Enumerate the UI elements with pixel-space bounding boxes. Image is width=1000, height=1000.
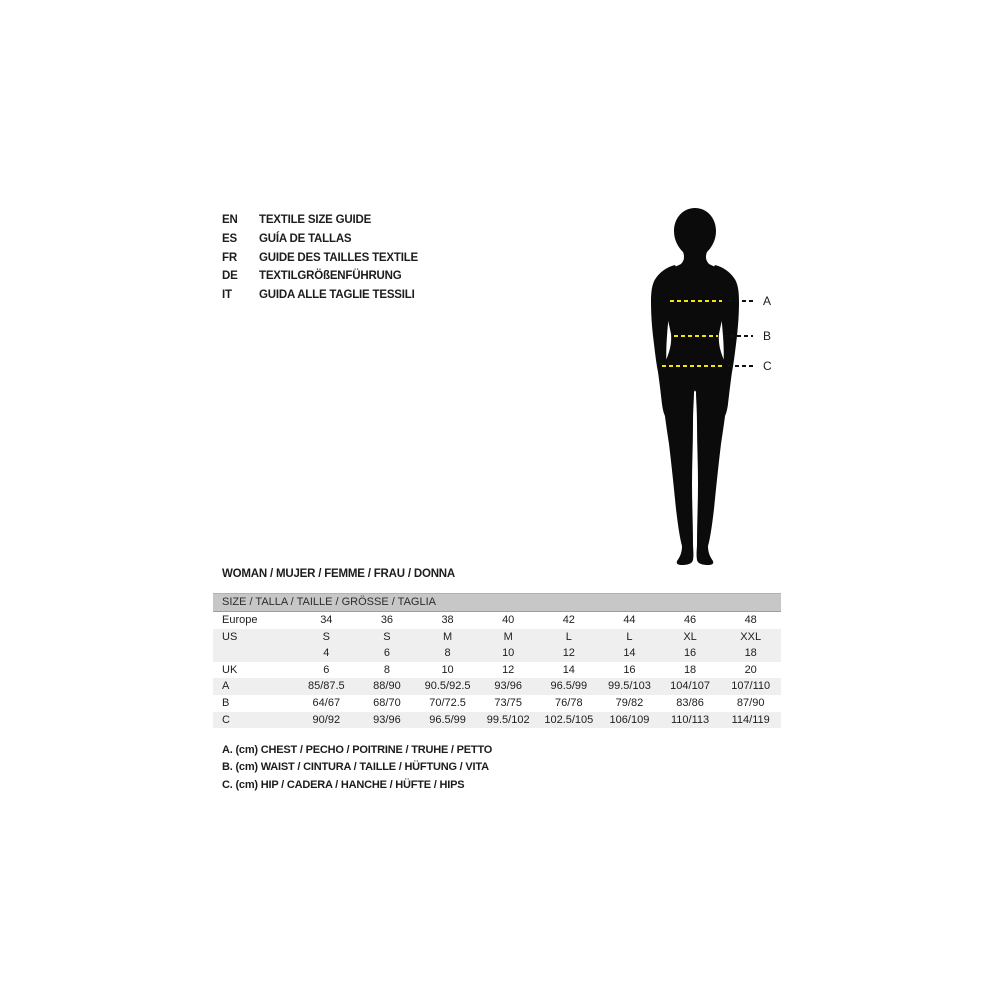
size-cell: 73/75 — [494, 696, 522, 709]
size-cell: 104/107 — [670, 680, 710, 693]
language-title-list — [222, 211, 418, 305]
size-cell: 83/86 — [676, 696, 704, 709]
size-cell: 12 — [562, 647, 575, 660]
chest-line-body-dashes — [670, 300, 722, 302]
hip-line-body-dashes — [662, 365, 724, 367]
size-cell: L — [626, 630, 633, 643]
size-cell: M — [503, 630, 513, 643]
size-cell: 8 — [383, 663, 390, 676]
size-cell: 46 — [683, 614, 697, 626]
lang-row-en — [222, 211, 418, 230]
lang-row-it — [222, 286, 418, 305]
size-cell: 10 — [441, 663, 454, 676]
size-cell: 8 — [444, 647, 451, 660]
table-row — [213, 695, 781, 712]
row-label: US — [222, 630, 238, 643]
size-cell: 6 — [383, 647, 390, 660]
size-cell: 85/87.5 — [307, 680, 345, 693]
size-cell: 36 — [380, 614, 394, 626]
size-table — [213, 593, 781, 728]
size-cell: 79/82 — [615, 696, 644, 709]
waist-line-body-dashes — [674, 335, 718, 337]
lang-row-de — [222, 267, 418, 286]
size-cell: 48 — [744, 614, 757, 626]
size-cell: 99.5/103 — [608, 680, 651, 693]
size-cell: 90.5/92.5 — [424, 680, 471, 693]
table-row — [213, 612, 781, 629]
lang-code: IT — [222, 289, 232, 302]
size-cell: 106/109 — [609, 713, 650, 726]
size-cell: 40 — [502, 614, 515, 626]
size-cell: 18 — [744, 647, 757, 660]
size-cell: 42 — [562, 614, 575, 626]
size-cell: L — [565, 630, 572, 643]
hip-line-leader-dashes — [728, 365, 754, 367]
row-label — [213, 645, 296, 662]
size-cell: 114/119 — [731, 713, 770, 726]
legend-hip: C. (cm) HIP / CADERA / HANCHE / HÜFTE / HIPS — [222, 778, 465, 791]
hip-line-label: C — [763, 359, 772, 373]
size-cell: 6 — [323, 663, 330, 676]
size-cell: 10 — [502, 647, 515, 660]
table-row — [213, 712, 781, 729]
size-cell: 110/113 — [670, 713, 710, 726]
size-cell: M — [442, 630, 453, 643]
size-cell: 76/78 — [555, 696, 583, 709]
size-cell: 44 — [623, 614, 636, 626]
row-label: UK — [222, 663, 238, 676]
lang-title: TEXTILGRÖßENFÜHRUNG — [259, 270, 402, 283]
lang-row-fr — [222, 249, 418, 268]
size-cell: 16 — [623, 663, 636, 676]
lang-row-es — [222, 230, 418, 249]
size-cell: 34 — [320, 614, 333, 626]
size-cell: 16 — [683, 647, 697, 660]
row-label: C — [222, 713, 230, 726]
row-label: Europe — [222, 614, 258, 626]
woman-figure — [645, 204, 745, 566]
waist-line-leader-dashes — [723, 335, 753, 337]
row-label: B — [222, 696, 230, 709]
size-cell: 38 — [441, 614, 454, 626]
size-cell: 93/96 — [373, 713, 401, 726]
lang-code: DE — [222, 270, 238, 283]
size-cell: 64/67 — [312, 696, 341, 709]
measurement-legend — [222, 742, 492, 794]
size-cell: 96.5/99 — [429, 713, 466, 726]
size-cell: 14 — [623, 647, 636, 660]
chest-line-leader-dashes — [728, 300, 754, 302]
legend-chest: A. (cm) CHEST / PECHO / POITRINE / TRUHE / PETTO — [222, 744, 493, 756]
woman-silhouette-icon — [645, 204, 745, 566]
size-cell: 90/92 — [312, 713, 341, 726]
table-row — [213, 662, 781, 679]
lang-title: GUIDE DES TAILLES TEXTILE — [259, 251, 418, 264]
size-cell: 102.5/105 — [544, 713, 594, 726]
legend-waist: B. (cm) WAIST / CINTURA / TAILLE / HÜFTUNG / VITA — [222, 761, 489, 774]
waist-line-label: B — [763, 329, 772, 343]
size-cell: 93/96 — [494, 680, 522, 693]
table-row — [213, 678, 781, 695]
size-cell: 88/90 — [373, 680, 401, 693]
size-cell: 18 — [683, 663, 697, 676]
table-row — [213, 645, 781, 662]
size-cell: XL — [683, 630, 697, 643]
size-cell: 14 — [562, 663, 575, 676]
lang-code: FR — [222, 251, 237, 264]
table-row — [213, 629, 781, 646]
chest-line-label: A — [763, 294, 772, 308]
size-table-rows — [213, 612, 781, 728]
lang-code: ES — [222, 232, 237, 245]
size-cell: 68/70 — [373, 696, 401, 709]
size-cell: 4 — [323, 647, 330, 660]
size-cell: XXL — [740, 630, 762, 643]
lang-title: GUÍA DE TALLAS — [259, 232, 352, 245]
lang-title: GUIDA ALLE TAGLIE TESSILI — [259, 289, 415, 302]
size-cell: 20 — [744, 663, 757, 676]
size-cell: 87/90 — [736, 696, 765, 709]
size-cell: 107/110 — [731, 680, 771, 693]
size-cell: S — [322, 630, 330, 643]
size-cell: 99.5/102 — [486, 713, 530, 726]
row-label: A — [222, 680, 230, 693]
lang-code: EN — [222, 214, 238, 226]
size-table-header: SIZE / TALLA / TAILLE / GRÖSSE / TAGLIA — [213, 593, 781, 612]
lang-title: TEXTILE SIZE GUIDE — [259, 214, 372, 226]
size-cell: 70/72.5 — [429, 696, 466, 709]
size-cell: S — [383, 630, 391, 643]
size-cell: 12 — [502, 663, 515, 676]
size-cell: 96.5/99 — [550, 680, 588, 693]
section-title-woman: WOMAN / MUJER / FEMME / FRAU / DONNA — [222, 568, 456, 580]
